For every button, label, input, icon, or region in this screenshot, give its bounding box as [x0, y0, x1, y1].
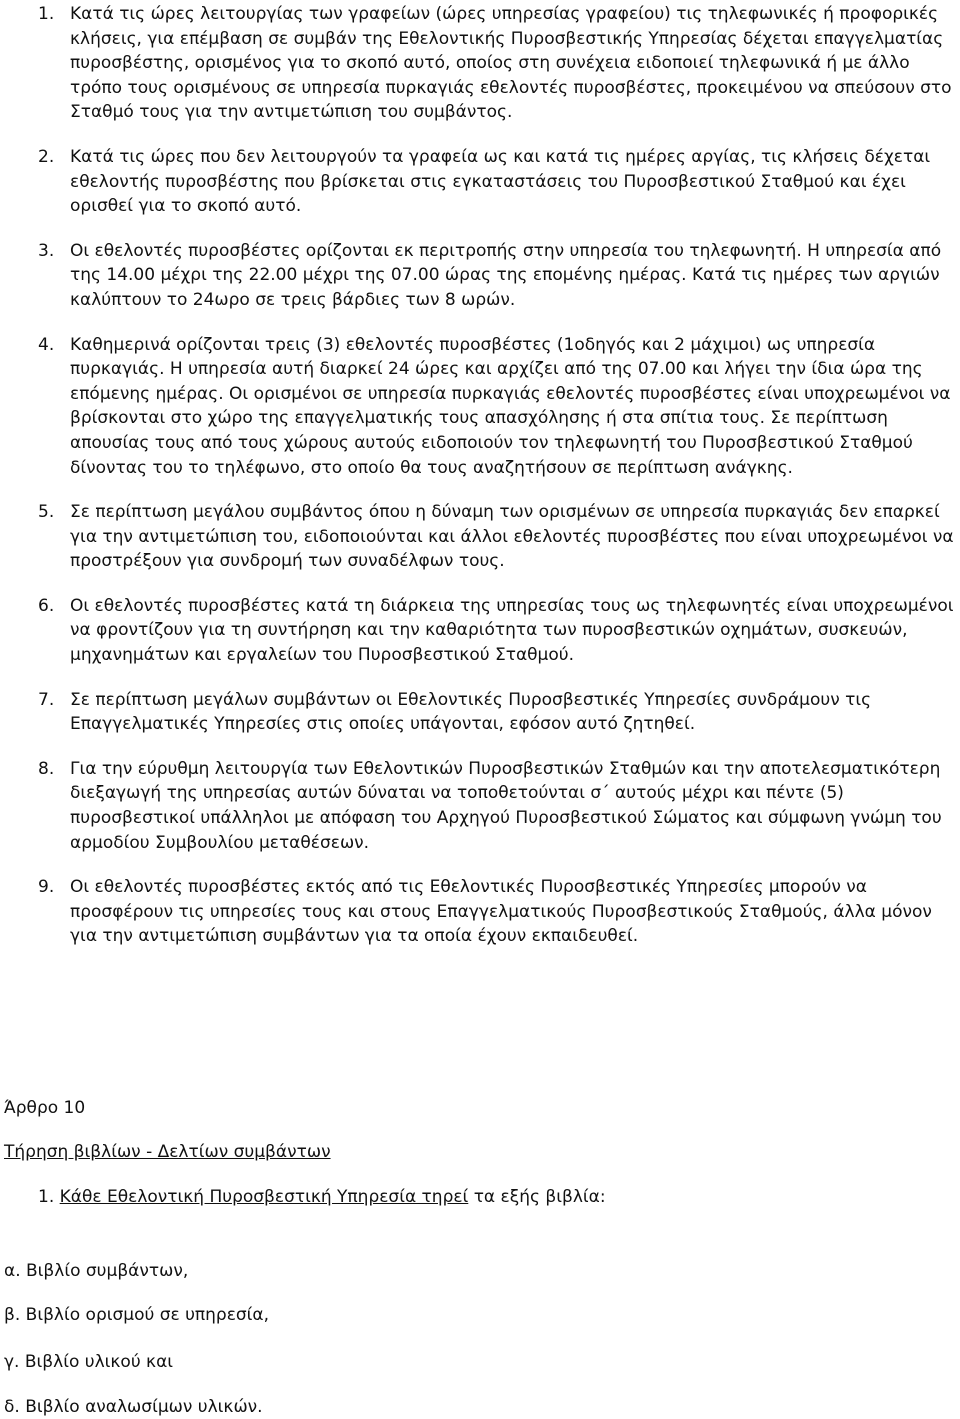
item-number: 4. — [38, 334, 55, 355]
item-text: Κατά τις ώρες που δεν λειτουργούν τα γραφεία ως και κατά τις ημέρες αργίας, τις κλήσεις δέχεται εθελοντής πυροσβέστης που βρίσκεται στις εγκαταστάσεις του Πυροσβεστικού Σταθμού και έχει ορισθεί για το σκοπό αυτό. — [70, 146, 931, 217]
list-item — [38, 333, 958, 481]
numbered-list — [38, 2, 958, 969]
item-number: 7. — [38, 689, 55, 710]
item-text: Οι εθελοντές πυροσβέστες κατά τη διάρκεια της υπηρεσίας τους ως τηλεφωνητές είναι υποχρεωμένοι να φροντίζουν για τη συντήρηση και την καθαριότητα των πυροσβεστικών οχημάτων, συσκευών, μηχανημάτων και εργαλείων του Πυροσβεστικού Σταθμού. — [70, 595, 954, 666]
article-sub-item — [38, 1185, 606, 1209]
list-item — [38, 594, 958, 668]
list-item — [38, 239, 958, 313]
item-number: 3. — [38, 240, 55, 261]
item-text: Οι εθελοντές πυροσβέστες εκτός από τις Εθελοντικές Πυροσβεστικές Υπηρεσίες μπορούν να προσφέρουν τις υπηρεσίες τους και στους Επαγγελματικούς Πυροσβεστικούς Σταθμούς, άλλα μόνον για την αντιμετώπιση συμβάντων για τα οποία έχουν εκπαιδευθεί. — [70, 877, 932, 947]
list-item — [38, 875, 958, 949]
item-number: 2. — [38, 146, 55, 167]
item-number: 9. — [38, 877, 55, 898]
item-text: Σε περίπτωση μεγάλων συμβάντων οι Εθελοντικές Πυροσβεστικές Υπηρεσίες συνδράμουν τις Επαγγελματικές Υπηρεσίες στις οποίες υπάγονται, εφόσον αυτό ζητηθεί. — [70, 689, 872, 735]
item-text: Καθημερινά ορίζονται τρεις (3) εθελοντές πυροσβέστες (1οδηγός και 2 μάχιμοι) ως υπηρεσία πυρκαγιάς. Η υπηρεσία αυτή διαρκεί 24 ώρες και αρχίζει από της 07.00 και λήγει την ίδια ώρα της επόμενης ημέρας. Οι ορισμένοι σε υπηρεσία πυρκαγιάς εθελοντές πυροσβέστες είναι υποχρεωμένοι να βρίσκονται στο χώρο της επαγγελματικής τους απασχόλησης ή στα σπίτια τους. Σε περίπτωση απουσίας τους από τους χώρους αυτούς ειδοποιούν τον τηλεφωνητή του Πυροσβεστικού Σταθμού δίνοντας του το τηλέφωνο, στο οποίο θα τους αναζητήσουν σε περίπτωση ανάγκης. — [70, 334, 951, 478]
sub-item-number: 1. — [38, 1187, 55, 1207]
book-item: α. Βιβλίο συμβάντων, — [4, 1261, 189, 1281]
book-item: γ. Βιβλίο υλικού και — [4, 1352, 174, 1372]
item-number: 5. — [38, 502, 55, 523]
item-number: 6. — [38, 595, 55, 616]
book-item: δ. Βιβλίο αναλωσίμων υλικών. — [4, 1397, 263, 1417]
item-number: 1. — [38, 4, 55, 24]
item-text: Κατά τις ώρες λειτουργίας των γραφείων (ώρες υπηρεσίας γραφείου) τις τηλεφωνικές ή προφορικές κλήσεις, για επέμβαση σε συμβάν της Εθελοντικής Πυροσβεστικής Υπηρεσίας δέχεται επαγγελματίας πυροσβέστης, ορισμένος για το σκοπό αυτό, οποίος στη συνέχεια ειδοποιεί τηλεφωνικά ή με άλλο τρόπο τους ορισμένους σε υπηρεσία πυρκαγιάς εθελοντές πυροσβέστες, προκειμένου να σπεύσουν στο Σταθμό τους για την αντιμετώπιση του συμβάντος. — [70, 4, 952, 123]
list-item — [38, 145, 958, 219]
item-text: Οι εθελοντές πυροσβέστες ορίζονται εκ περιτροπής στην υπηρεσία του τηλεφωνητή. Η υπηρεσία από της 14.00 μέχρι της 22.00 μέχρι της 07.00 ώρας της επομένης ημέρας. Κατά τις ημέρες των αργιών καλύπτουν το 24ωρο σε τρεις βάρδιες των 8 ωρών. — [70, 240, 942, 310]
article-title: Άρθρο 10 — [4, 1098, 86, 1118]
article-subtitle: Τήρηση βιβλίων - Δελτίων συμβάντων — [4, 1142, 331, 1162]
sub-item-underlined-text: Κάθε Εθελοντική Πυροσβεστική Υπηρεσία τηρεί — [59, 1187, 469, 1207]
item-text: Για την εύρυθμη λειτουργία των Εθελοντικών Πυροσβεστικών Σταθμών και την αποτελεσματικότερη διεξαγωγή της υπηρεσίας αυτών δύναται να τοποθετούνται σ΄ αυτούς μέχρι και πέντε (5) πυροσβεστικοί υπάλληλοι με απόφαση του Αρχηγού Πυροσβεστικού Σώματος και σύμφωνη γνώμη του αρμοδίου Συμβουλίου μεταθέσεων. — [70, 758, 942, 853]
list-item — [38, 757, 958, 855]
item-number: 8. — [38, 758, 55, 779]
book-item: β. Βιβλίο ορισμού σε υπηρεσία, — [4, 1305, 270, 1325]
list-item — [38, 688, 958, 737]
list-item — [38, 2, 958, 125]
item-text: Σε περίπτωση μεγάλου συμβάντος όπου η δύναμη των ορισμένων σε υπηρεσία πυρκαγιάς δεν επαρκεί για την αντιμετώπιση του, ειδοποιούνται και άλλοι εθελοντές πυροσβέστες που είναι υποχρεωμένοι να προστρέξουν για συνδρομή των συναδέλφων τους. — [70, 502, 954, 572]
sub-item-text: τα εξής βιβλία: — [468, 1187, 606, 1207]
list-item — [38, 500, 958, 574]
